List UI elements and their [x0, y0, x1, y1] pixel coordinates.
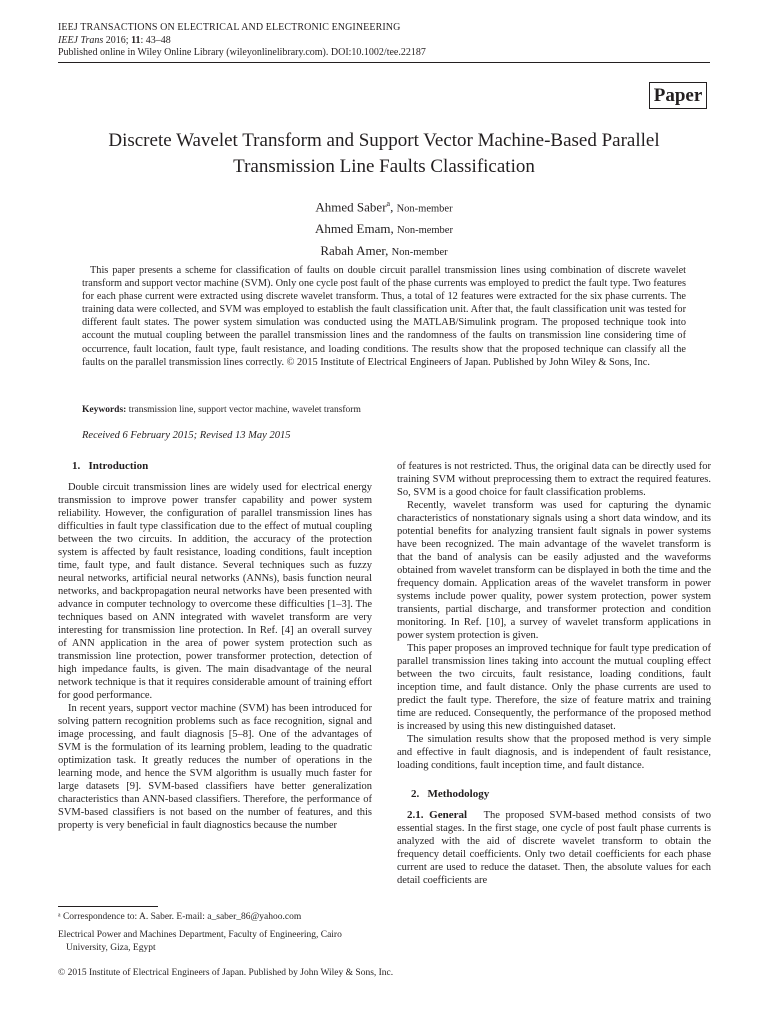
journal-citation [58, 35, 426, 48]
author-entry: Rabah Amer, Non-member [320, 243, 448, 259]
copyright-line: © 2015 Institute of Electrical Engineers of Japan. Published by John Wiley & Sons, Inc. [58, 968, 394, 978]
right-column [397, 460, 711, 887]
body-paragraph: Recently, wavelet transform was used for capturing the dynamic characteristics of nonstationary signals using a short data window, and its potential benefits for analyzing transient fault signals in power systems have been recognized. The main advantage of the wavelet transform is that the band of analysis can be easily adjusted and the waveforms obtained from wavelet transform can be displayed in both the time and the frequency domain. Application areas of the wavelet transform in power systems include power quality, power system protection, power system transients, partial discharge, and transformer protection and condition monitoring. In Ref. [10], a survey of wavelet transform applications in power system protection is given. [397, 500, 711, 641]
correspondence-note: ᵃ Correspondence to: A. Saber. E-mail: a_saber_86@yahoo.com [58, 912, 302, 922]
body-paragraph: This paper proposes an improved technique for fault type predication of parallel transmission lines taking into account the mutual coupling effect between the two circuits, fault resistance, loading conditions, fault inception time, and fault distance. Only the phase currents are used to predict the fault type. Therefore, the size of feature matrix and training time are reduced. Consequently, the performance of the proposed method is increased by using this new distinguished dataset. [397, 643, 711, 732]
paper-title: Discrete Wavelet Transform and Support Vector Machine-Based Parallel Transmission Line Faults Classification [108, 130, 660, 177]
keywords-list: transmission line, support vector machine, wavelet transform [128, 405, 361, 415]
affiliation-note: Electrical Power and Machines Department, Faculty of Engineering, Cairo University, Giza, Egypt [58, 930, 342, 953]
author-membership: Non-member [396, 225, 453, 237]
keywords [82, 405, 686, 415]
body-paragraph: of features is not restricted. Thus, the original data can be directly used for training SVM without preprocessing them to extract the required features. So, SVM is a good choice for fault classification problems. [397, 461, 711, 498]
keywords-label: Keywords: [82, 405, 127, 415]
footnote-divider [58, 906, 158, 907]
citation-year: 2016; [103, 34, 132, 46]
journal-header [58, 22, 426, 60]
section-heading-methodology [397, 788, 711, 801]
published-line: Published online in Wiley Online Library (wileyonlinelibrary.com). DOI:10.1002/tee.22187 [58, 47, 426, 58]
journal-name: IEEJ TRANSACTIONS ON ELECTRICAL AND ELECTRONIC ENGINEERING [58, 22, 401, 33]
author-entry: Ahmed Emam, Non-member [315, 221, 453, 237]
body-paragraph: Double circuit transmission lines are widely used for electrical energy transmission to improve power transfer capability and power system reliability. However, the configuration of parallel transmission lines has difficulties in fault type classification due to the effect of mutual coupling between the two circuits. In addition, the accuracy of the protection system is affected by fault resistance, loading conditions, fault inception time, fault type, and fault distance. Several techniques such as fuzzy neural networks, artificial neural networks (ANNs), basis function neural networks, and backpropagation neural networks have been presented with advance in computer technology to overcome these difficulties [1–3]. The techniques based on ANN integrated with wavelet transform are very interesting for transmission line protection. In Ref. [4] an overall survey of ANN application in the area of power system protection such as transmission line protection, power transformer protection, detection of high impedance faults, is given. The main disadvantage of the neural network technique is that it requires considerable amount of training effort for good performance. [58, 482, 372, 701]
author-name: Rabah Amer [320, 243, 386, 259]
citation-volume: 11 [131, 34, 141, 46]
author-name: Ahmed Saber [315, 199, 387, 215]
section-number: 2. [411, 788, 420, 800]
author-list [58, 194, 710, 263]
section-number: 1. [72, 460, 81, 472]
author-membership: Non-member [396, 203, 453, 215]
author-name: Ahmed Emam [315, 221, 391, 237]
citation-pages: : 43–48 [140, 34, 171, 46]
body-paragraph [397, 809, 711, 887]
body-paragraph: The simulation results show that the proposed method is very simple and effective in fault diagnosis, and is independent of fault resistance, loading conditions, fault inception time, and fault distance. [397, 734, 711, 771]
section-title: Introduction [88, 460, 149, 472]
citation-journal: IEEJ Trans [58, 34, 104, 46]
body-paragraph: In recent years, support vector machine (SVM) has been introduced for solving pattern recognition problems such as face recognition, signal and image processing, and fault diagnosis [5–8]. One of the advantages of SVM is the formulation of its learning problem, leading to the quadratic optimization task. It greatly reduces the number of operations in the learning mode, and hence the SVM algorithm is usually much faster for large datasets [9]. SVM-based classifiers have better generalization characteristics than ANN-based classifiers. Therefore, the performance of SVM-based classifiers is not based on the number of features, and this property is very beneficial in fault diagnostics because the number [58, 703, 372, 831]
section-heading-introduction [58, 460, 372, 473]
author-membership: Non-member [391, 247, 448, 259]
abstract: This paper presents a scheme for classification of faults on double circuit parallel transmission lines using combination of discrete wavelet transform and support vector machine (SVM). Only one cycle post fault of the phase currents was employed to predict the fault type. Two features for each phase current were extracted using discrete wavelet transform. Thus, a total of 12 features were extracted for the six phase currents. The training data were collected, and SVM was employed to establish the fault classification unit. After that, the fault classification unit was tested for different fault states. The power system simulation was conducted using the MATLAB/Simulink program. The proposed technique took into account the mutual coupling between the parallel transmission lines and the randomness of the faults on transmission line considering time of occurrence, fault location, fault type, fault resistance, and loading conditions. The results show that the proposed technique can classify all the faults on the parallel transmission lines correctly. © 2015 Institute of Electrical Engineers of Japan. Published by John Wiley & Sons, Inc. [82, 265, 686, 368]
subsection-heading: 2.1. General [407, 809, 468, 821]
header-divider [58, 62, 710, 63]
subsection-text: The proposed SVM-based method consists of two essential stages. In the first stage, one cycle of post fault phase currents is analyzed with the aid of discrete wavelet transform to obtain the frequency detail coefficients. Only two detail coefficients for each phase current are used to reduce the dataset. Then, the absolute values for each detail coefficients are [397, 810, 711, 886]
author-entry: Ahmed Saber$^a$, Non-member [315, 199, 453, 215]
author-mark: a [386, 199, 391, 208]
section-title: Methodology [427, 788, 490, 800]
received-dates: Received 6 February 2015; Revised 13 May 2015 [82, 430, 291, 441]
article-type-badge: Paper [649, 82, 707, 109]
left-column [58, 460, 372, 832]
